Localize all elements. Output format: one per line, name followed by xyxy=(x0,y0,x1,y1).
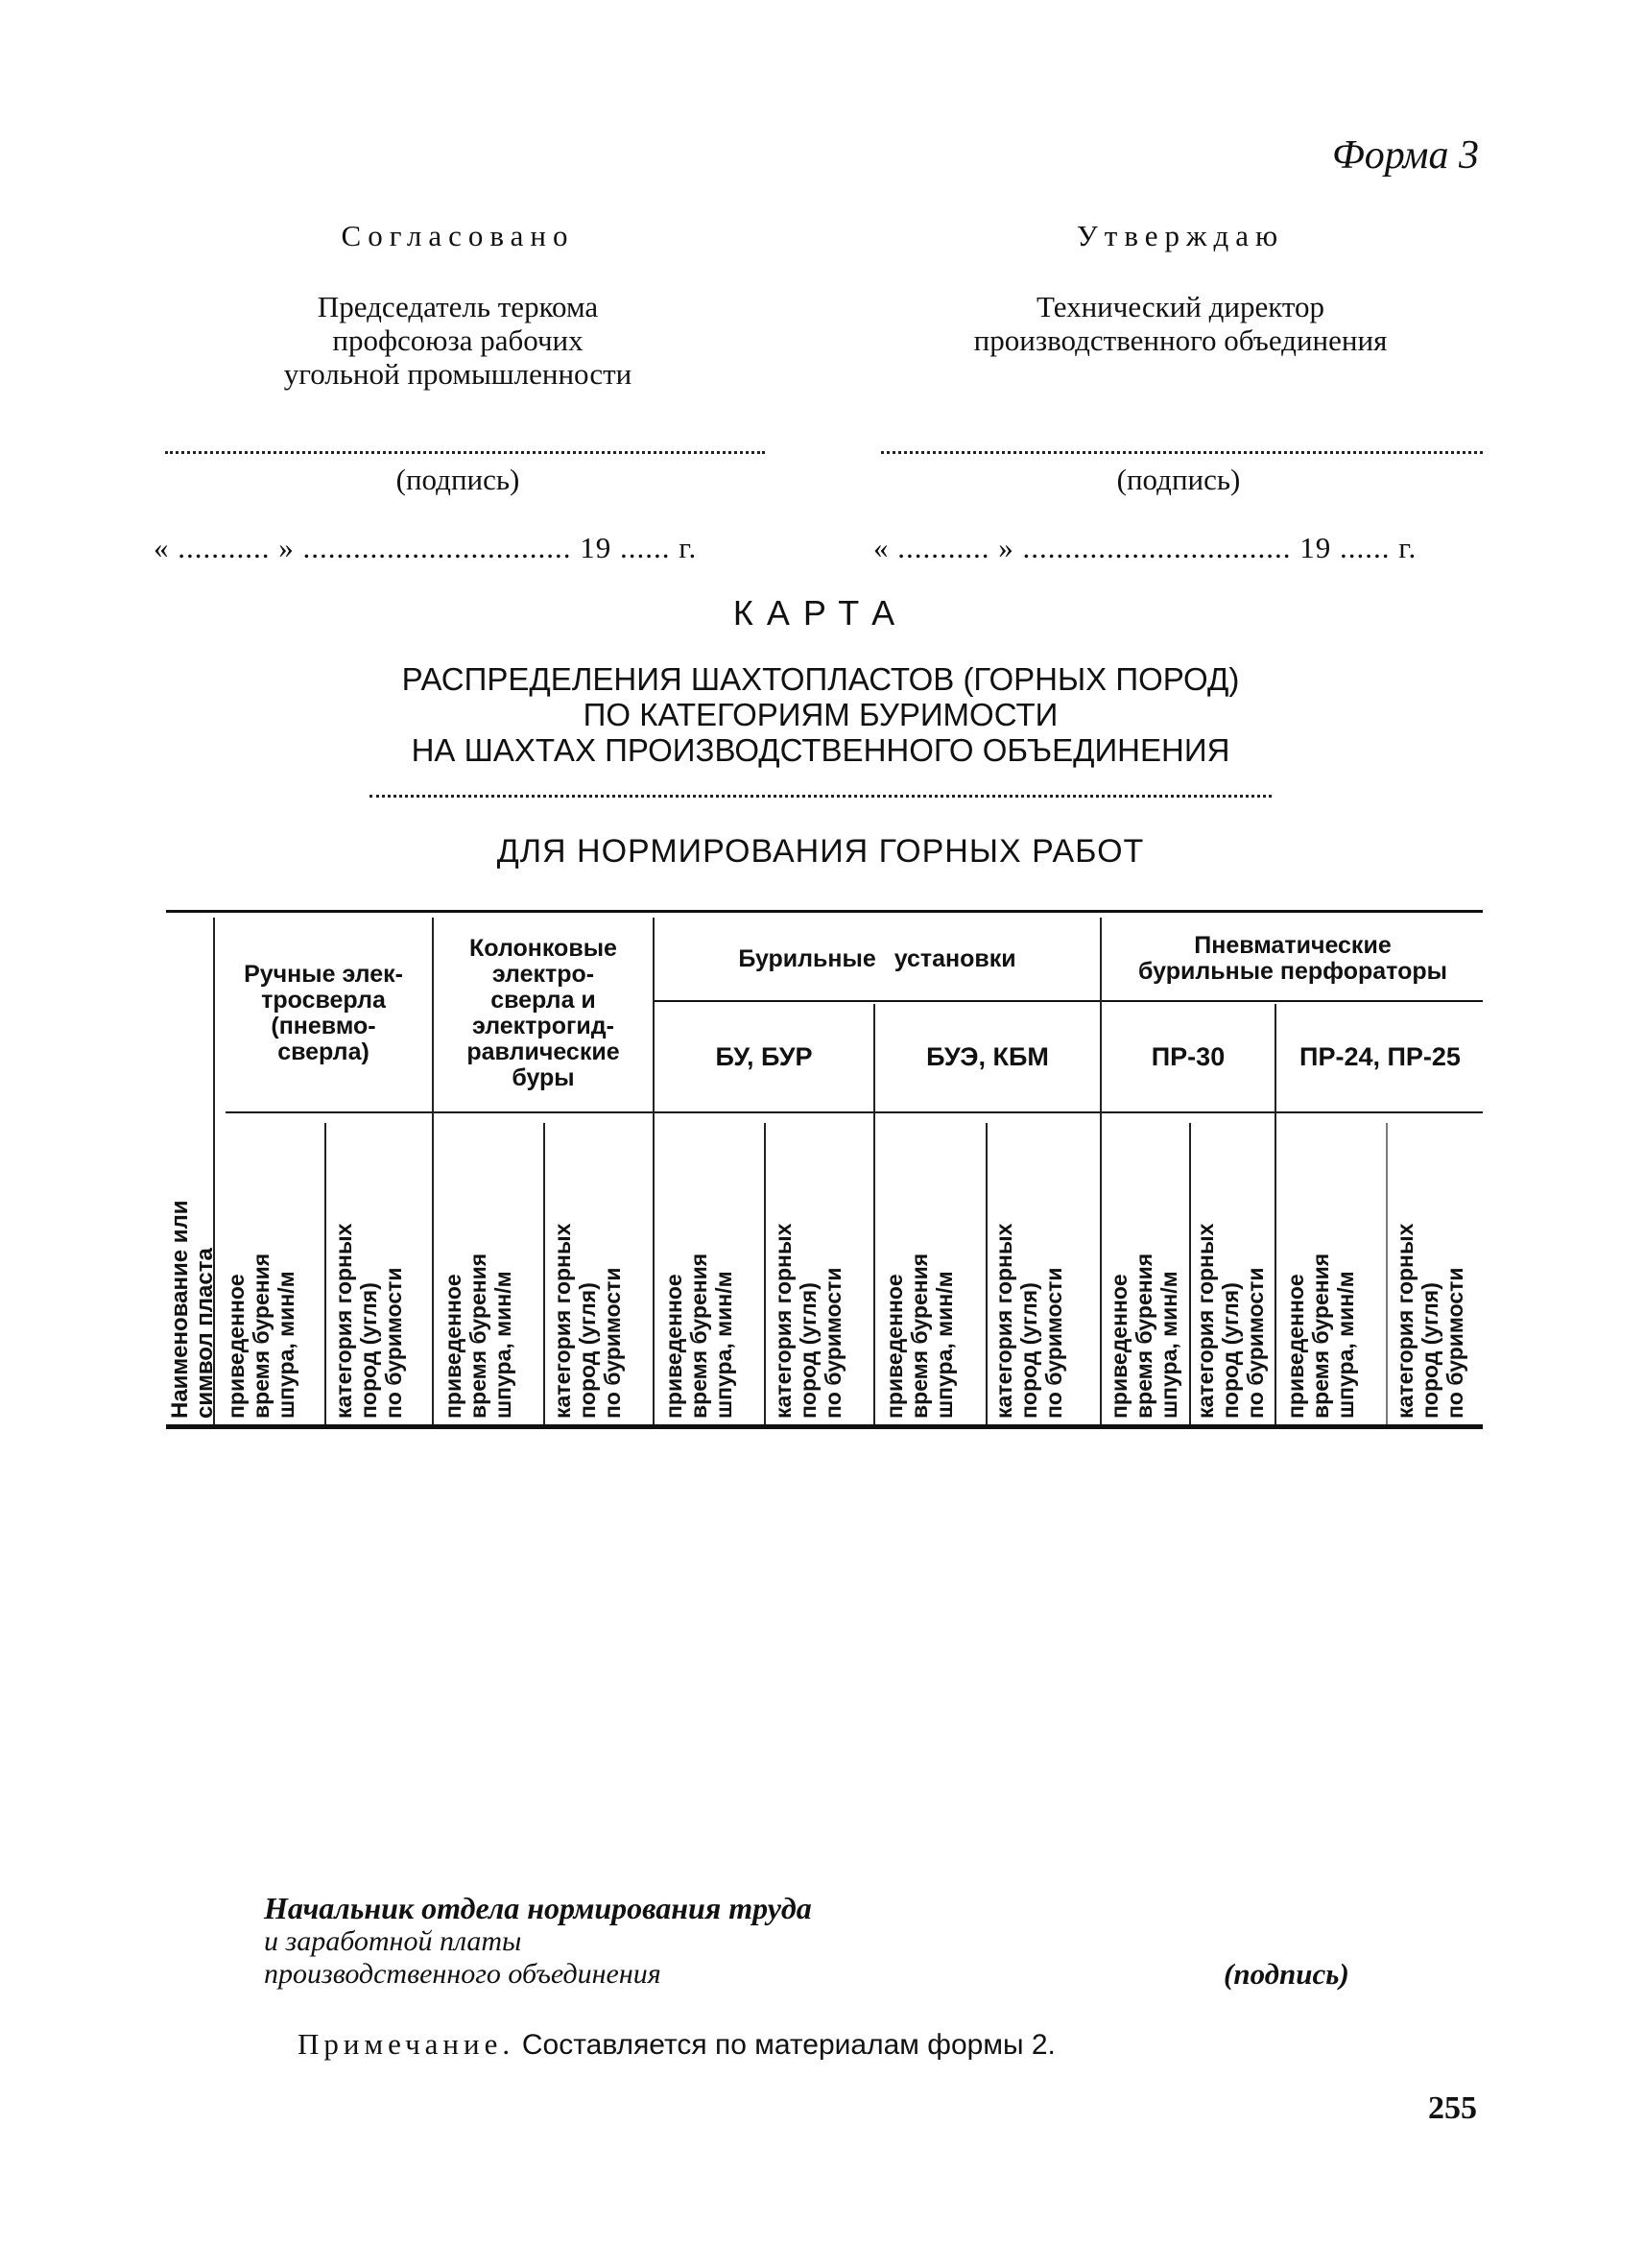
header-category: категория горных пород (угля) по буримости xyxy=(1193,1223,1268,1419)
header-time: приведенное время бурения шпура, мин/м xyxy=(1107,1253,1181,1419)
left-line-2: профсоюза рабочих xyxy=(332,323,584,357)
doc-subtitle: ДЛЯ НОРМИРОВАНИЯ ГОРНЫХ РАБОТ xyxy=(496,833,1145,870)
footer-signature-label: (подпись) xyxy=(1224,1957,1349,1991)
left-line-3: угольной промышленности xyxy=(283,357,632,391)
header-time: приведенное время бурения шпура, мин/м xyxy=(661,1253,736,1419)
title-line-3: НА ШАХТАХ ПРОИЗВОДСТВЕННОГО ОБЪЕДИНЕНИЯ xyxy=(411,732,1230,768)
drillability-table xyxy=(166,910,1483,1430)
header-pr30: ПР-30 xyxy=(1151,1041,1226,1071)
left-signature-line xyxy=(165,451,765,454)
right-date-line: « ........... » ................................ 19 ...... г. xyxy=(873,531,1418,564)
left-date-line: « ........... » ................................ 19 ...... г. xyxy=(154,531,698,564)
header-category: категория горных пород (угля) по буримости xyxy=(331,1223,406,1419)
note xyxy=(298,2027,1056,2062)
column-divider xyxy=(432,918,434,1424)
header-category: категория горных пород (угля) по буримости xyxy=(991,1223,1066,1419)
column-divider xyxy=(1275,1004,1276,1424)
column-divider xyxy=(1189,1123,1191,1424)
footer-line-1: Начальник отдела нормирования труда xyxy=(264,1891,812,1925)
header-time: приведенное время бурения шпура, мин/м xyxy=(882,1253,957,1419)
column-divider xyxy=(1100,918,1102,1424)
table-top-rule xyxy=(166,910,1483,913)
column-divider xyxy=(764,1123,766,1424)
header-pr24-pr25: ПР-24, ПР-25 xyxy=(1299,1041,1461,1071)
header-bu-bur: БУ, БУР xyxy=(715,1041,813,1071)
header-hand-drills: Ручные элек- тросверла (пневмо- сверла) xyxy=(244,961,403,1065)
title-dotted-line xyxy=(369,795,1272,798)
header-time: приведенное время бурения шпура, мин/м xyxy=(1283,1253,1358,1419)
note-text: Составляется по материалам формы 2. xyxy=(521,2029,1056,2061)
header-pneumatic-perforators: Пневматические бурильные перфораторы xyxy=(1138,932,1447,985)
right-signature-label: (подпись) xyxy=(1116,463,1241,496)
header-column-drills: Колонковые электро- сверла и электрогид- равлические буры xyxy=(466,935,620,1091)
header-category: категория горных пород (угля) по буримости xyxy=(550,1223,625,1419)
note-label: Примечание. xyxy=(298,2027,515,2061)
header-plast-name: Наименование или символ пласта xyxy=(167,1200,218,1419)
column-divider xyxy=(873,1004,875,1424)
footer-line-2: и заработной платы xyxy=(264,1925,522,1957)
footer-line-3: производственного объединения xyxy=(264,1958,661,1990)
left-line-1: Председатель теркома xyxy=(317,290,599,323)
right-line-1: Технический директор xyxy=(1036,290,1325,323)
confirm-heading: Утверждаю xyxy=(1076,219,1285,252)
column-divider xyxy=(543,1123,545,1424)
title-line-2: ПО КАТЕГОРИЯМ БУРИМОСТИ xyxy=(583,697,1059,732)
header-drilling-rigs: Бурильные установки xyxy=(738,944,1016,972)
title-line-1: РАСПРЕДЕЛЕНИЯ ШАХТОПЛАСТОВ (ГОРНЫХ ПОРОД) xyxy=(401,661,1240,697)
header-category: категория горных пород (угля) по буримости xyxy=(771,1223,846,1419)
subheader-rule xyxy=(226,1111,1483,1113)
doc-title: КАРТА xyxy=(732,593,909,633)
header-category: категория горных пород (угля) по буримости xyxy=(1393,1223,1467,1419)
right-signature-line xyxy=(881,451,1483,454)
column-divider xyxy=(986,1123,988,1424)
form-label: Форма 3 xyxy=(1332,133,1479,178)
column-divider xyxy=(653,918,655,1424)
right-line-2: производственного объединения xyxy=(973,323,1388,357)
header-bue-kbm: БУЭ, КБМ xyxy=(926,1041,1049,1071)
header-time: приведенное время бурения шпура, мин/м xyxy=(224,1253,298,1419)
page-number: 255 xyxy=(1428,2090,1477,2126)
left-signature-label: (подпись) xyxy=(395,463,520,496)
column-divider xyxy=(1386,1123,1388,1424)
column-divider xyxy=(324,1123,326,1424)
table-bottom-rule xyxy=(166,1424,1483,1429)
approved-heading: Согласовано xyxy=(341,219,575,252)
header-time: приведенное время бурения шпура, мин/м xyxy=(441,1253,515,1419)
